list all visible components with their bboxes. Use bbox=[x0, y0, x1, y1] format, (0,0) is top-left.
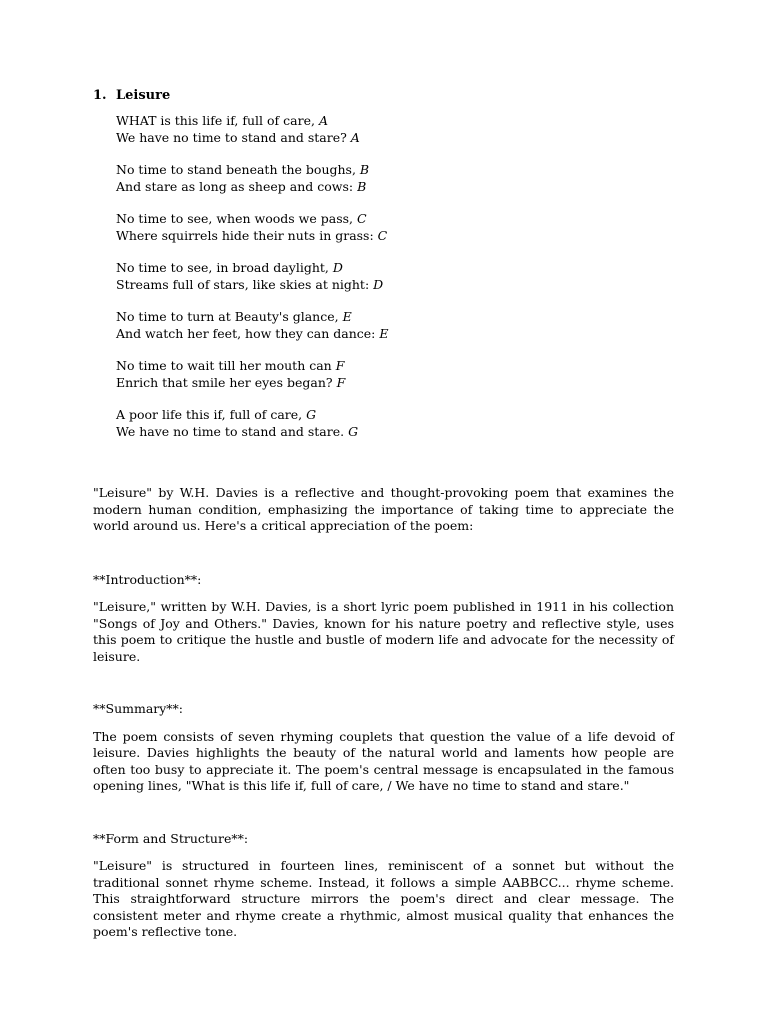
rhyme-marker: D bbox=[373, 276, 384, 292]
poem-line-text: Where squirrels hide their nuts in grass: bbox=[116, 227, 374, 243]
poem-line bbox=[116, 375, 674, 392]
section-body: "Leisure," written by W.H. Davies, is a short lyric poem published in 1911 in his collection "Songs of Joy and Others." Davies, known for his nature poetry and reflective style, uses this poem to critique the hustle and bustle of modern life and advocate for the necessity of leisure. bbox=[93, 599, 674, 664]
poem-line-text: No time to see, in broad daylight, bbox=[116, 260, 329, 275]
rhyme-marker: A bbox=[318, 113, 328, 128]
poem-line bbox=[116, 162, 674, 179]
poem-stanza bbox=[116, 260, 674, 293]
poem-line-text: A poor life this if, full of care, bbox=[116, 407, 303, 422]
poem-line-text: No time to wait till her mouth can bbox=[116, 358, 332, 373]
poem-line-text: No time to turn at Beauty's glance, bbox=[116, 309, 339, 324]
poem-line bbox=[116, 130, 674, 147]
poem-line bbox=[116, 277, 674, 294]
poem-line-text: Streams full of stars, like skies at night: bbox=[116, 276, 370, 292]
poem-stanza bbox=[116, 162, 674, 195]
poem-line bbox=[116, 424, 674, 441]
poem-line bbox=[116, 179, 674, 196]
rhyme-marker: B bbox=[357, 178, 367, 194]
poem-line-text: No time to see, when woods we pass, bbox=[116, 211, 353, 226]
rhyme-marker: E bbox=[379, 325, 389, 341]
poem-line-text: And watch her feet, how they can dance: bbox=[116, 325, 376, 341]
poem-line bbox=[116, 211, 674, 228]
intro-paragraph: "Leisure" by W.H. Davies is a reflective and thought-provoking poem that examines the modern human condition, emphasizing the importance of taking time to appreciate the world around us. Here's a critical appreciation of the poem: bbox=[93, 485, 674, 533]
poem-stanza bbox=[116, 407, 674, 440]
poem-line bbox=[116, 113, 674, 130]
rhyme-marker: D bbox=[332, 260, 343, 275]
section-title: **Form and Structure**: bbox=[93, 830, 249, 846]
poem-line bbox=[116, 326, 674, 343]
heading-number: 1. bbox=[93, 88, 107, 103]
poem-line bbox=[116, 260, 674, 277]
poem-line bbox=[116, 228, 674, 245]
section-body: The poem consists of seven rhyming couplets that question the value of a life devoid of leisure. Davies highlights the beauty of the natural world and laments how people are often too busy to appreciate it. The poem's central message is encapsulated in the famous opening lines, "What is this life if, full of care, / We have no time to stand and stare." bbox=[93, 728, 674, 793]
rhyme-marker: G bbox=[306, 407, 317, 422]
poem-title: Leisure bbox=[116, 88, 171, 103]
rhyme-marker: C bbox=[377, 227, 388, 243]
poem-body bbox=[116, 113, 674, 440]
document-page bbox=[93, 87, 674, 941]
poem-line-text: WHAT is this life if, full of care, bbox=[116, 113, 315, 128]
section-title: **Summary**: bbox=[93, 701, 184, 716]
poem-heading bbox=[93, 87, 674, 104]
rhyme-marker: E bbox=[342, 309, 352, 324]
poem-line bbox=[116, 407, 674, 424]
poem-line-text: And stare as long as sheep and cows: bbox=[116, 178, 354, 194]
rhyme-marker: F bbox=[335, 358, 345, 373]
section-body: "Leisure" is structured in fourteen lines, reminiscent of a sonnet but without the traditional sonnet rhyme scheme. Instead, it follows a simple AABBCC... rhyme scheme. This straightforward structure mirrors the poem's direct and clear message. The consistent meter and rhyme create a rhythmic, almost musical quality that enhances the poem's reflective tone. bbox=[93, 858, 674, 939]
poem-stanza bbox=[116, 211, 674, 244]
appreciation-sections bbox=[93, 572, 674, 941]
poem-line bbox=[116, 309, 674, 326]
rhyme-marker: A bbox=[350, 129, 360, 145]
rhyme-marker: C bbox=[356, 211, 367, 226]
rhyme-marker: B bbox=[359, 162, 370, 177]
rhyme-marker: G bbox=[348, 423, 359, 439]
poem-line-text: No time to stand beneath the boughs, bbox=[116, 162, 356, 177]
poem-line-text: We have no time to stand and stare. bbox=[116, 423, 345, 439]
poem-line bbox=[116, 358, 674, 375]
poem-line-text: We have no time to stand and stare? bbox=[116, 129, 347, 145]
rhyme-marker: F bbox=[336, 374, 346, 390]
poem-stanza bbox=[116, 309, 674, 342]
section-title: **Introduction**: bbox=[93, 571, 202, 587]
poem-stanza bbox=[116, 358, 674, 391]
poem-stanza bbox=[116, 113, 674, 146]
poem-line-text: Enrich that smile her eyes began? bbox=[116, 374, 333, 390]
